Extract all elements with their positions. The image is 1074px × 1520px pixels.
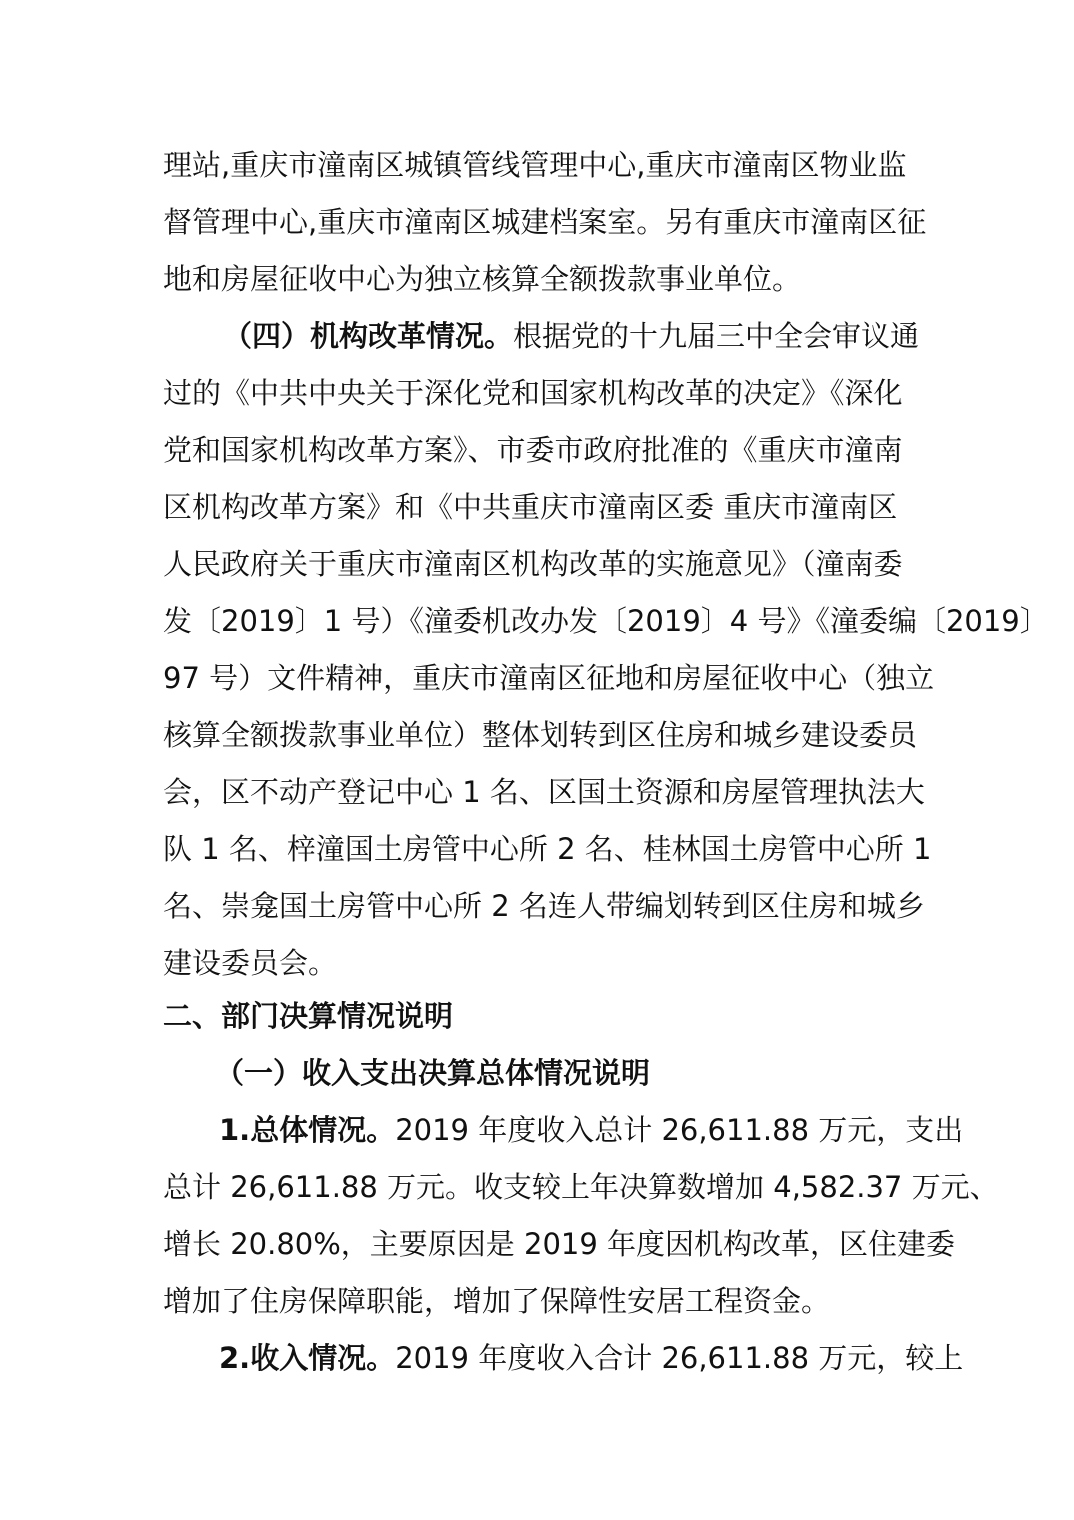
text-line: 理站,重庆市潼南区城镇管线管理中心,重庆市潼南区物业监 <box>163 148 907 182</box>
text-line: 区机构改革方案》和《中共重庆市潼南区委 重庆市潼南区 <box>163 490 898 524</box>
text-line: 建设委员会。 <box>163 946 338 980</box>
text-line: 总计 26,611.88 万元。收支较上年决算数增加 4,582.37 万元、 <box>163 1170 999 1204</box>
paragraph-line-with-heading <box>219 1102 964 1158</box>
text-line: 增长 20.80%，主要原因是 2019 年度因机构改革，区住建委 <box>163 1227 956 1261</box>
paragraph-line-with-heading <box>219 1330 964 1386</box>
subsection-heading: （四）机构改革情况。 <box>223 319 514 353</box>
text-line: 增加了住房保障职能，增加了保障性安居工程资金。 <box>163 1284 831 1318</box>
text-line: 人民政府关于重庆市潼南区机构改革的实施意见》（潼南委 <box>163 547 903 581</box>
text-line: 地和房屋征收中心为独立核算全额拨款事业单位。 <box>163 262 802 296</box>
text-line: 党和国家机构改革方案》、市委市政府批准的《重庆市潼南 <box>163 433 903 467</box>
text-line: 名、崇龛国土房管中心所 2 名连人带编划转到区住房和城乡 <box>163 889 925 923</box>
text-line: 队 1 名、梓潼国土房管中心所 2 名、桂林国土房管中心所 1 <box>163 832 932 866</box>
text-line: 核算全额拨款事业单位）整体划转到区住房和城乡建设委员 <box>163 718 918 752</box>
text-line: 97 号）文件精神，重庆市潼南区征地和房屋征收中心（独立 <box>163 661 935 695</box>
text-line: 督管理中心,重庆市潼南区城建档案室。另有重庆市潼南区征 <box>163 205 927 239</box>
text-run: 根据党的十九届三中全会审议通 <box>513 319 920 353</box>
paragraph-line-with-heading <box>223 308 923 364</box>
text-run: 2019 年度收入合计 26,611.88 万元，较上 <box>395 1341 964 1375</box>
text-line: 过的《中共中央关于深化党和国家机构改革的决定》《深化 <box>163 376 903 410</box>
text-line: 发〔2019〕1 号）《潼委机改办发〔2019〕4 号》《潼委编〔2019〕 <box>163 604 1049 638</box>
item-heading: 1.总体情况。 <box>219 1113 396 1147</box>
item-heading: 2.收入情况。 <box>219 1341 396 1375</box>
text-run: 2019 年度收入总计 26,611.88 万元，支出 <box>395 1113 964 1147</box>
subsection-heading: （一）收入支出决算总体情况说明 <box>215 1056 651 1090</box>
section-heading: 二、部门决算情况说明 <box>163 999 454 1033</box>
text-line: 会，区不动产登记中心 1 名、区国土资源和房屋管理执法大 <box>163 775 925 809</box>
